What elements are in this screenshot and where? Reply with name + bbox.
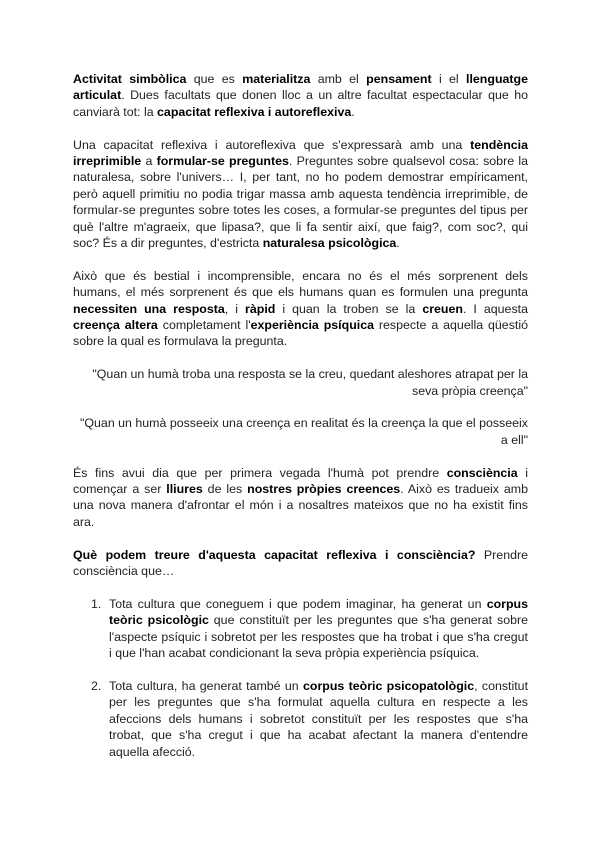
bold-text: formular-se preguntes [156,154,289,169]
bold-text: creença altera [73,318,158,333]
text-run: amb el [310,72,367,86]
bold-text: necessiten una resposta [73,301,225,316]
text-run: respecte a aquella qüestió sobre la qual es formulava la pregunta. [73,318,528,349]
text-run: "Quan un humà posseeix una creença en realitat és la creença la que el posseeix a ell" [80,416,528,447]
text-run: Una capacitat reflexiva i autoreflexiva que s'expressarà amb una [73,137,471,152]
bold-text: nostres pròpies creences [247,482,401,497]
bold-text: capacitat reflexiva i autoreflexiva [157,104,352,119]
bold-text: materialitza [242,72,311,86]
text-run: Tota cultura que coneguem i que podem imaginar, ha generat un [109,596,487,611]
bold-text: Activitat simbòlica [73,72,187,86]
bold-text: naturalesa psicològica [262,236,397,251]
bold-text: tendència irreprimible [73,137,528,169]
text-run: Tota cultura, ha generat també un [109,678,303,693]
text-run: completament l' [157,318,251,333]
text-run: És fins avui dia que per primera vegada l'humà pot prendre [73,465,447,480]
quote-paragraph [73,366,528,399]
bold-text: pensament [366,72,432,86]
text-run: . Això es tradueix amb una nova manera d'afrontar el món i a nosaltres mateixos que no ha existit fins ara. [73,482,528,529]
paragraph [73,137,528,252]
text-run: que es [186,72,243,86]
text-run: Prendre consciència que… [73,547,528,579]
text-run: . [396,236,400,251]
paragraph [73,71,528,120]
bold-text: consciència [446,465,518,480]
text-run: "Quan un humà troba una resposta se la creu, quedant aleshores atrapat per la seva pròpia creença" [92,367,528,398]
text-run: i el [431,72,467,86]
text-run: . Preguntes sobre qualsevol cosa: sobre la naturalesa, sobre l'univers… I, per tant, no ho podem demostrar empíricament, però aquell primitiu no podia trigar massa amb aquesta tendència irreprimible, de formular-se preguntes sobre totes les coses, a formular-se preguntes del tipus per què l'altre m'agraeix, que lipasa?, que li fa sentir així, que faig?, com soc?, qui soc? És a dir preguntes, d'estricta [73,154,528,251]
text-run: Això que és bestial i incomprensible, encara no és el més sorprenent dels humans, el més sorprenent és que els humans quan es formulen una pregunta [73,268,528,300]
text-run: , i [224,301,246,316]
text-run: . I aquesta [462,301,528,316]
text-run: que constituït per les preguntes que s'ha generat sobre l'aspecte psíquic i sobretot per les respostes que ha trobat i que s'ha cregut i que l'han acabat condicionant la seva pròpia experiència psíquica. [109,613,528,661]
bold-text: corpus teòric psicològic [109,596,528,628]
list-item [73,678,528,760]
paragraph [73,465,528,531]
text-run: i quan la troben se la [275,301,423,316]
text-run: a [141,154,157,169]
bold-text: ràpid [245,301,276,316]
list-number: 2. [91,678,102,693]
list-item [73,596,528,662]
list-number: 1. [91,596,102,611]
text-run: . Dues facultats que donen lloc a un altre facultat espectacular que ho canviarà tot: la [73,88,528,119]
text-run: de les [202,482,248,497]
bold-text: creuen [422,301,463,316]
bold-text: Què podem treure d'aquesta capacitat reflexiva i consciència? [73,547,476,562]
document-body [73,71,528,580]
text-run: i començar a ser [73,465,528,497]
text-run: , constitut per les preguntes que s'ha formulat aquella cultura en respecte a les afeccions dels humans i sobretot constituït per les respostes que s'ha trobat, que s'ha cregut i que ha acabat afectant la manera d'entendre aquella afecció. [109,678,529,759]
quote-paragraph [73,415,528,448]
bold-text: corpus teòric psicopatològic [302,678,475,693]
numbered-list [73,596,528,760]
paragraph [73,268,528,350]
paragraph [73,547,528,580]
bold-text: experiència psíquica [250,318,374,333]
document-page [73,71,528,776]
bold-text: lliures [166,482,203,497]
bold-text: llenguatge articulat [73,72,528,103]
text-run: . [351,104,355,119]
